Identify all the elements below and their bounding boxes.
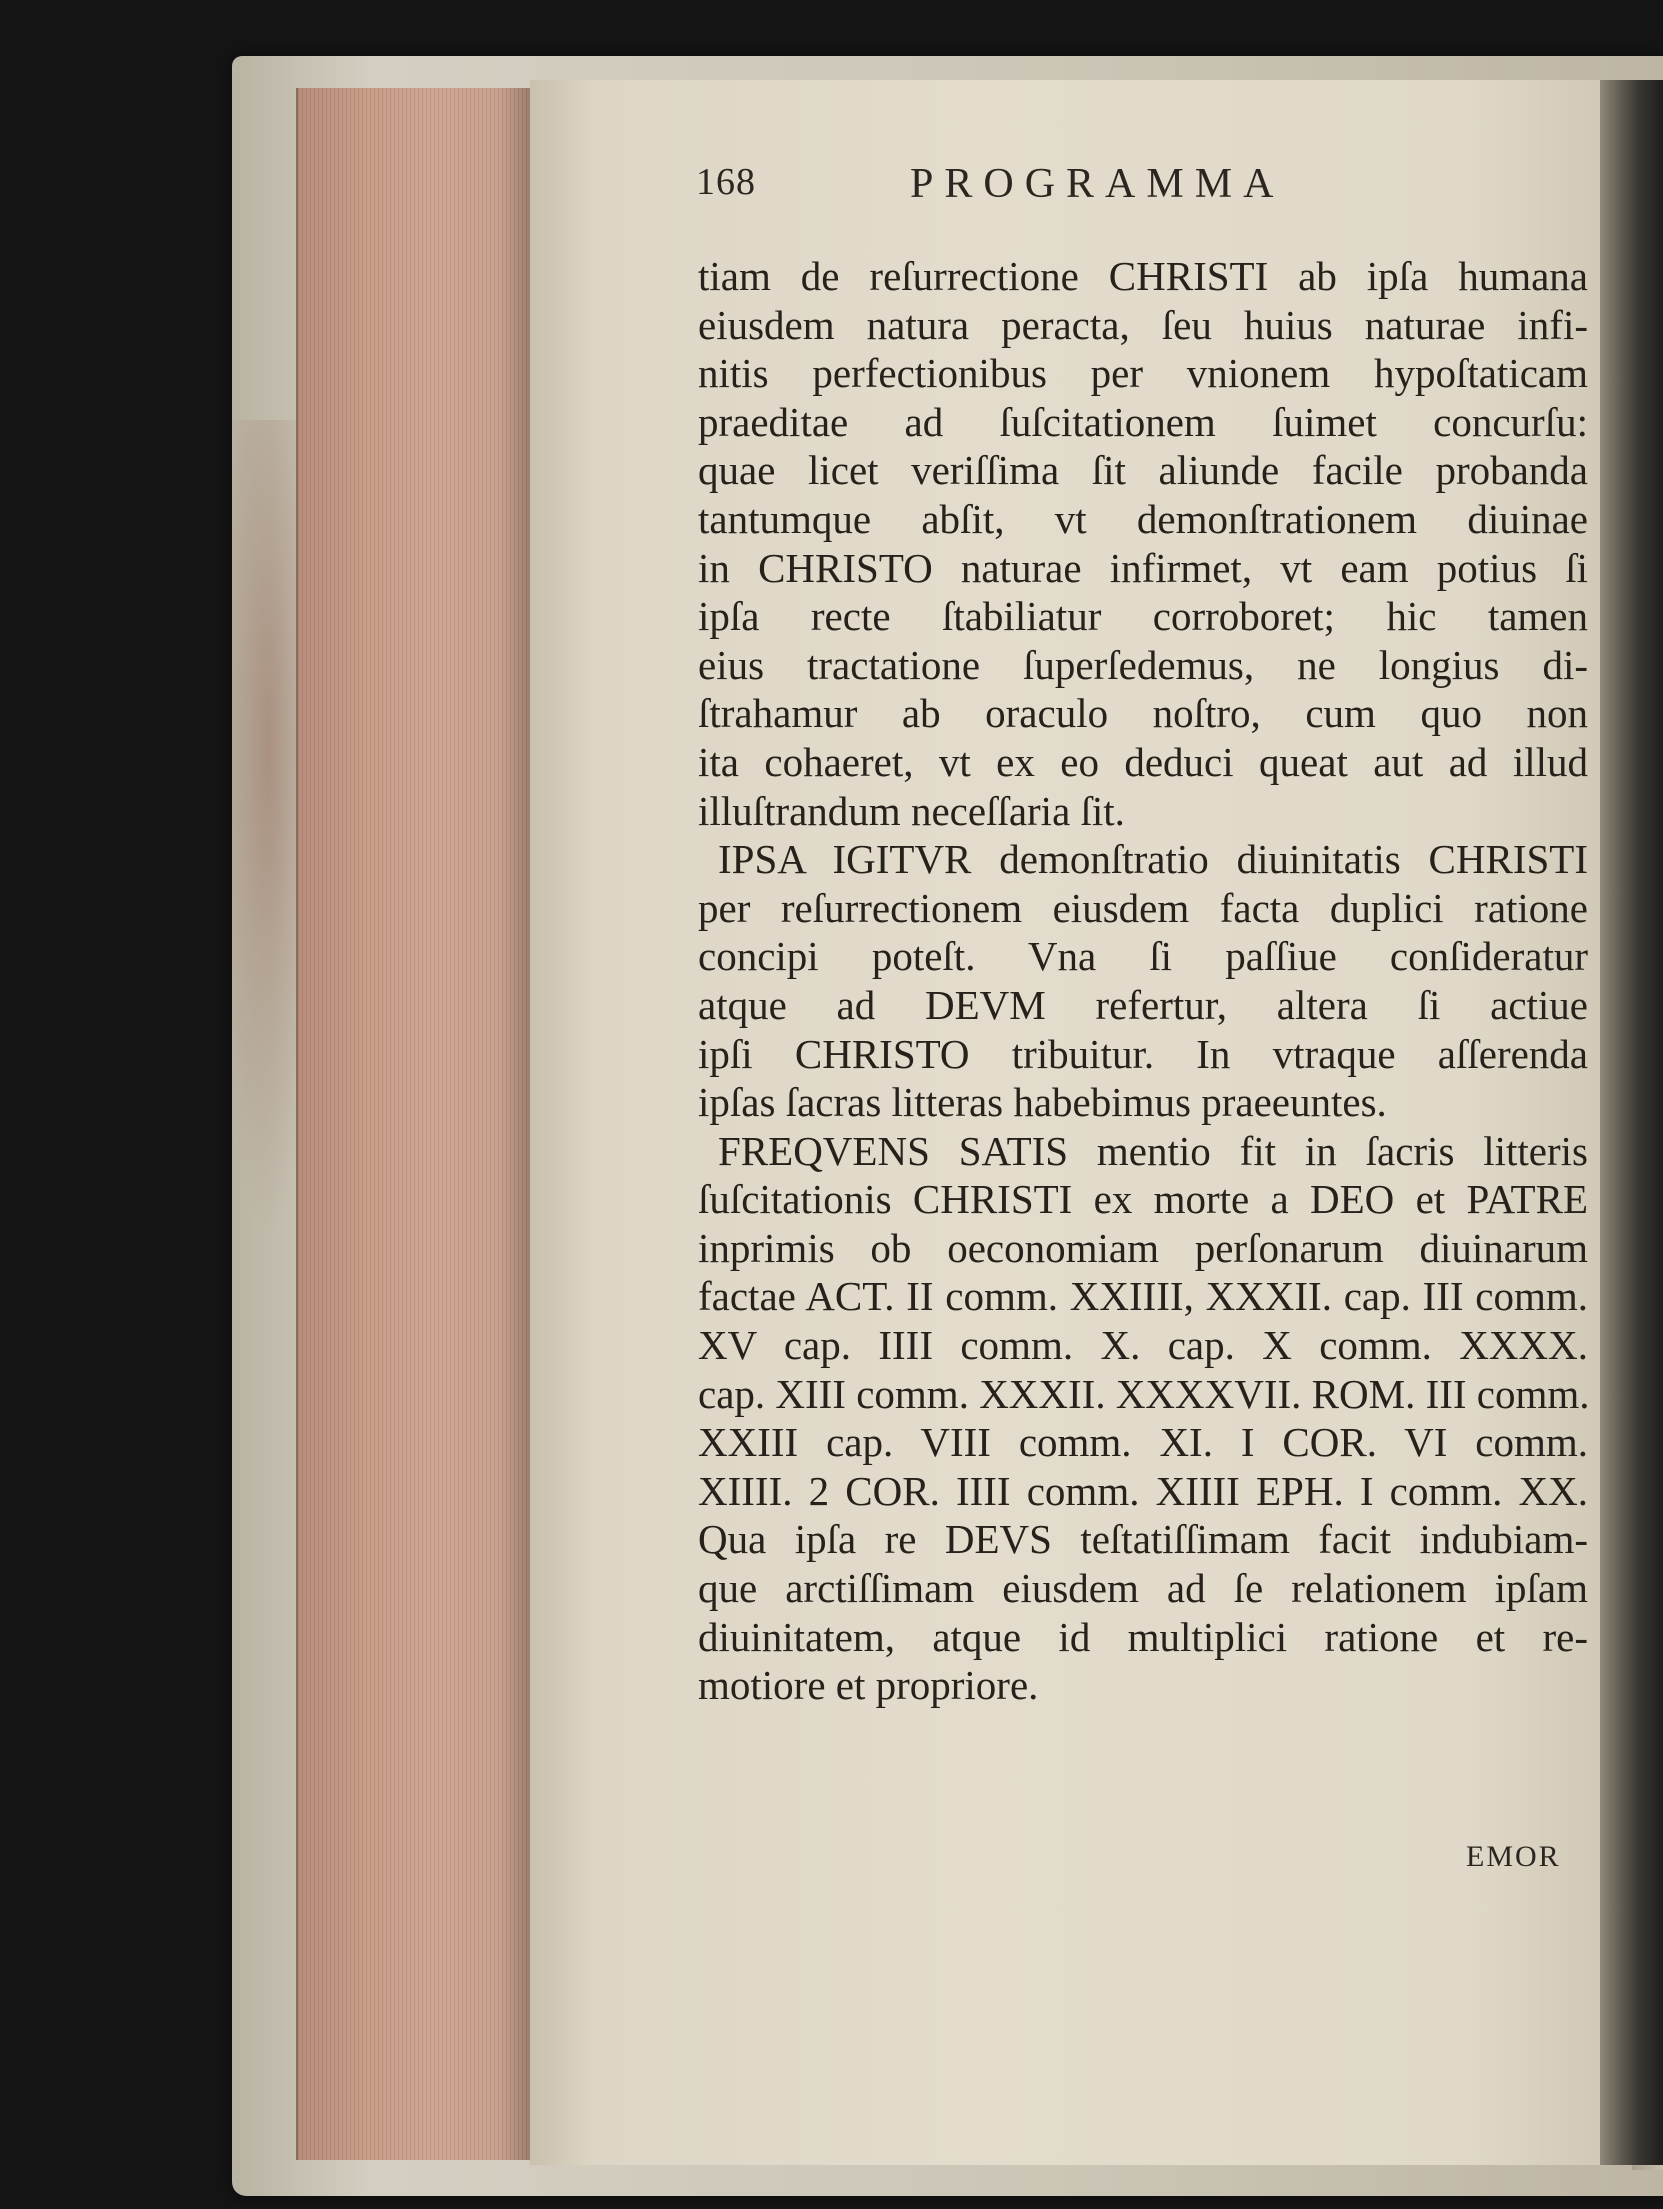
text-line: ipſa recte ſtabiliatur corroboret; hic tamen [698, 593, 1588, 640]
text-line: in CHRISTO naturae infirmet, vt eam potius ſi [698, 544, 1588, 591]
text-line: eiusdem natura peracta, ſeu huius naturae infi- [698, 301, 1588, 348]
page-number: 168 [696, 161, 756, 203]
text-line: inprimis ob oeconomiam perſonarum diuinarum [698, 1224, 1588, 1271]
text-line: que arctiſſimam eiusdem ad ſe relationem ipſam [698, 1565, 1588, 1612]
text-line: illuſtrandum neceſſaria ſit. [698, 787, 1125, 834]
text-line: diuinitatem, atque id multiplici ratione et re- [698, 1613, 1588, 1660]
text-line: XIIII. 2 COR. IIII comm. XIIII EPH. I comm. XX. [698, 1467, 1588, 1514]
text-line: ſuſcitationis CHRISTI ex morte a DEO et PATRE [698, 1176, 1588, 1223]
text-line: ita cohaeret, vt ex eo deduci queat aut ad illud [698, 738, 1588, 785]
text-line: atque ad DEVM refertur, altera ſi actiue [698, 981, 1588, 1028]
running-title: PROGRAMMA [910, 161, 1285, 207]
text-line: tiam de reſurrectione CHRISTI ab ipſa humana [698, 253, 1588, 299]
text-line: concipi poteſt. Vna ſi paſſiue conſideratur [698, 933, 1588, 980]
body-text [698, 252, 1588, 1710]
text-line: eius tractatione ſuperſedemus, ne longius di- [698, 641, 1588, 688]
text-line: factae ACT. II comm. XXIIII, XXXII. cap. III comm. [698, 1273, 1588, 1320]
text-line: quae licet veriſſima ſit aliunde facile probanda [698, 447, 1588, 494]
text-line: XV cap. IIII comm. X. cap. X comm. XXXX. [698, 1322, 1588, 1369]
text-line: motiore et propriore. [698, 1662, 1039, 1709]
text-line: tantumque abſit, vt demonſtrationem diuinae [698, 495, 1588, 542]
text-line: praeditae ad ſuſcitationem ſuimet concurſu: [698, 398, 1588, 445]
text-line: ipſas ſacras litteras habebimus praeeuntes. [698, 1079, 1387, 1126]
binding-gutter [1600, 80, 1663, 2165]
text-line: per reſurrectionem eiusdem facta duplici ratione [698, 884, 1588, 931]
text-line: ſtrahamur ab oraculo noſtro, cum quo non [698, 690, 1588, 737]
paragraph-start-line: IPSA IGITVR demonſtratio diuinitatis CHRISTI [718, 836, 1588, 883]
text-line: XXIII cap. VIII comm. XI. I COR. VI comm. [698, 1419, 1588, 1466]
catchword: EMOR [1466, 1840, 1561, 1873]
paragraph-start-line: FREQVENS SATIS mentio fit in ſacris litteris [718, 1127, 1588, 1174]
text-line: Qua ipſa re DEVS teſtatiſſimam facit indubiam- [698, 1516, 1588, 1563]
text-line: ipſi CHRISTO tribuitur. In vtraque aſſerenda [698, 1030, 1588, 1077]
text-line: cap. XIII comm. XXXII. XXXXVII. ROM. III comm. [698, 1370, 1590, 1417]
text-line: nitis perfectionibus per vnionem hypoſtaticam [698, 350, 1588, 397]
page-block-edge [296, 88, 534, 2160]
